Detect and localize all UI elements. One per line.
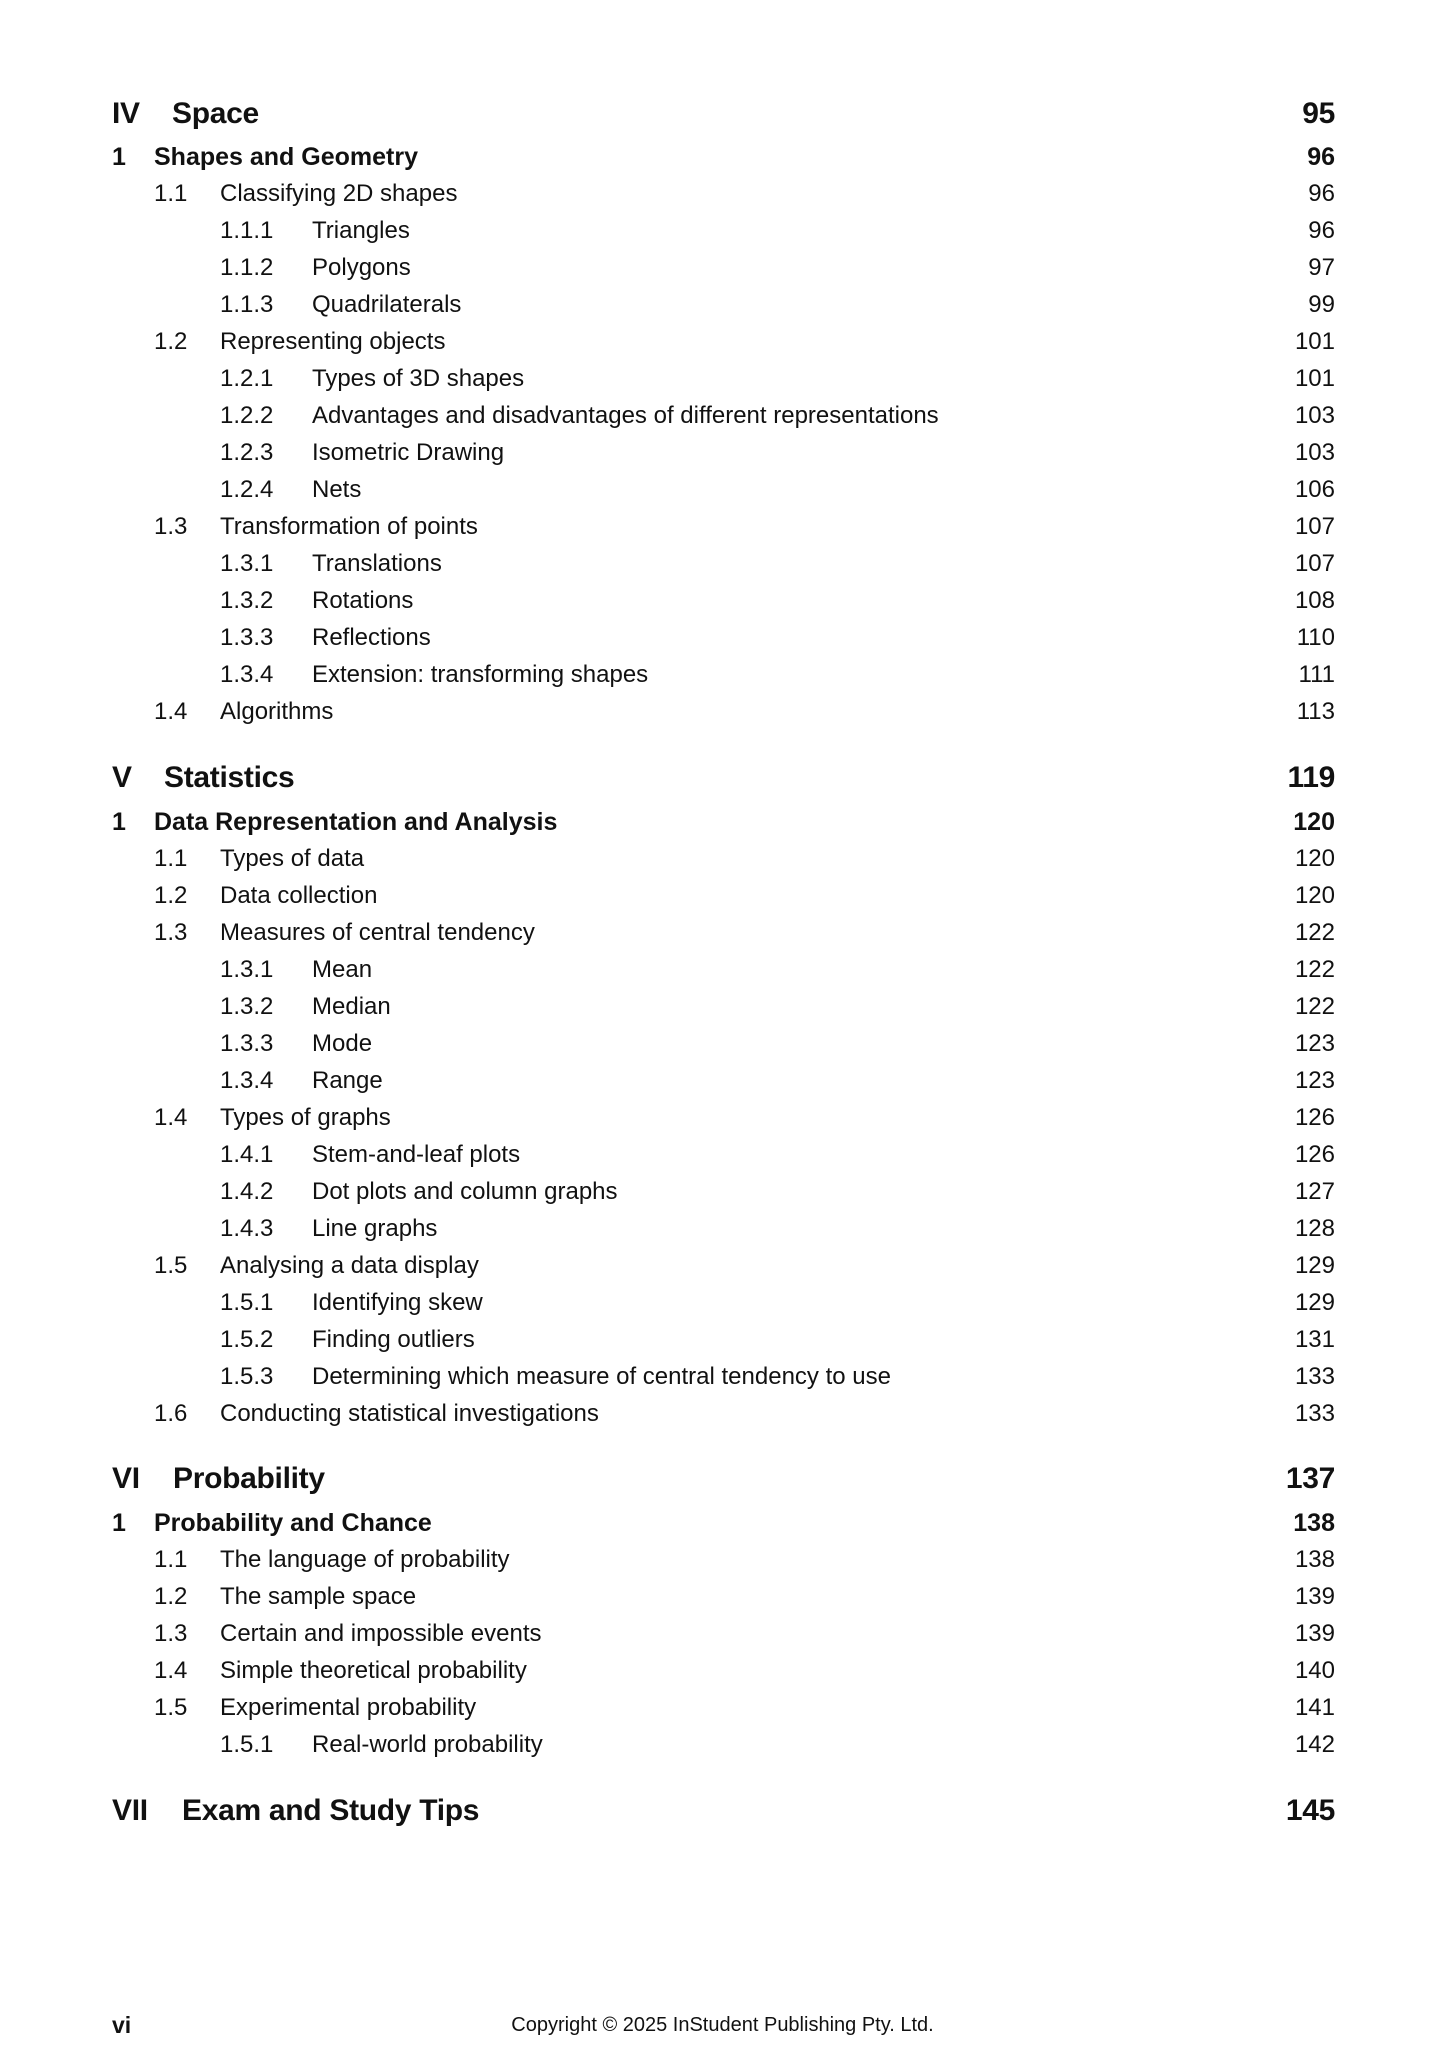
toc-entry-sec[interactable] [0, 878, 1445, 914]
toc-entry-number: 1.3.4 [220, 661, 274, 688]
toc-entry-chap[interactable] [0, 804, 1445, 840]
toc-entry-sec[interactable] [0, 915, 1445, 951]
toc-entry-title[interactable]: Range [312, 1067, 383, 1094]
toc-entry-title[interactable]: Mode [312, 1030, 373, 1057]
toc-entry-number: 1.1 [154, 845, 188, 872]
toc-entry-sub[interactable] [0, 952, 1445, 988]
toc-entry-page: 113 [1296, 698, 1335, 725]
toc-entry-title[interactable]: Translations [312, 550, 442, 577]
toc-entry-page: 137 [1285, 1462, 1335, 1495]
toc-entry-title[interactable]: Real-world probability [312, 1731, 543, 1758]
toc-entry-title[interactable]: Median [312, 993, 391, 1020]
toc-entry-number: IV [112, 97, 140, 130]
toc-entry-sec[interactable] [0, 694, 1445, 730]
toc-entry-page: 140 [1294, 1657, 1335, 1684]
toc-entry-page: 122 [1294, 919, 1335, 946]
toc-entry-page: 145 [1285, 1794, 1335, 1827]
toc-entry-sub[interactable] [0, 472, 1445, 508]
toc-entry-page: 103 [1294, 402, 1335, 429]
toc-entry-number: 1.1.1 [220, 217, 274, 244]
toc-entry-title[interactable]: Classifying 2D shapes [220, 180, 458, 207]
toc-entry-page: 107 [1294, 513, 1335, 540]
toc-entry-title[interactable]: Certain and impossible events [220, 1620, 542, 1647]
toc-entry-number: 1.3.3 [220, 1030, 274, 1057]
toc-entry-title[interactable]: Line graphs [312, 1215, 438, 1242]
toc-entry-number: 1.2.2 [220, 402, 274, 429]
toc-entry-number: VI [112, 1462, 140, 1495]
toc-entry-page: 120 [1294, 882, 1335, 909]
toc-entry-title[interactable]: Transformation of points [220, 513, 478, 540]
toc-entry-title[interactable]: Stem-and-leaf plots [312, 1141, 521, 1168]
toc-entry-page: 106 [1294, 476, 1335, 503]
toc-entry-number: V [112, 761, 132, 794]
toc-entry-number: 1.2 [154, 1583, 188, 1610]
toc-entry-number: 1.5.2 [220, 1326, 274, 1353]
toc-entry-sub[interactable] [0, 1727, 1445, 1763]
toc-entry-number: 1.4 [154, 698, 188, 725]
toc-entry-sub[interactable] [0, 620, 1445, 656]
toc-entry-page: 131 [1294, 1326, 1335, 1353]
toc-entry-number: 1.1.2 [220, 254, 274, 281]
toc-entry-title[interactable]: The sample space [220, 1583, 417, 1610]
toc-entry-sub[interactable] [0, 1285, 1445, 1321]
toc-entry-page: 128 [1294, 1215, 1335, 1242]
toc-entry-sub[interactable] [0, 657, 1445, 693]
toc-entry-page: 107 [1294, 550, 1335, 577]
toc-entry-number: 1.3.1 [220, 956, 274, 983]
toc-entry-title[interactable]: Data Representation and Analysis [154, 808, 558, 836]
toc-entry-page: 96 [1308, 180, 1335, 207]
toc-entry-page: 126 [1294, 1104, 1335, 1131]
toc-entry-sec[interactable] [0, 1542, 1445, 1578]
toc-entry-sec[interactable] [0, 324, 1445, 360]
toc-entry-title[interactable]: Triangles [312, 217, 410, 244]
toc-entry-number: VII [112, 1794, 148, 1827]
toc-entry-number: 1.4.3 [220, 1215, 274, 1242]
toc-entry-page: 122 [1294, 993, 1335, 1020]
toc-entry-sub[interactable] [0, 361, 1445, 397]
toc-entry-page: 123 [1294, 1030, 1335, 1057]
toc-entry-number: 1.6 [154, 1400, 188, 1427]
toc-entry-sub[interactable] [0, 213, 1445, 249]
toc-entry-title[interactable]: Algorithms [220, 698, 334, 725]
toc-entry-number: 1.5.1 [220, 1289, 274, 1316]
toc-entry-number: 1.2.1 [220, 365, 274, 392]
toc-entry-number: 1.2.3 [220, 439, 274, 466]
toc-entry-number: 1.4.1 [220, 1141, 274, 1168]
toc-entry-number: 1.2 [154, 328, 188, 355]
toc-entry-page: 142 [1294, 1731, 1335, 1758]
toc-entry-page: 96 [1307, 143, 1335, 171]
toc-entry-number: 1.3.2 [220, 993, 274, 1020]
toc-entry-number: 1.3.2 [220, 587, 274, 614]
toc-entry-sub[interactable] [0, 435, 1445, 471]
toc-entry-part[interactable] [0, 1457, 1445, 1501]
toc-entry-number: 1.4 [154, 1657, 188, 1684]
toc-entry-chap[interactable] [0, 1505, 1445, 1541]
toc-entry-sec[interactable] [0, 1579, 1445, 1615]
toc-entry-part[interactable] [0, 1789, 1445, 1833]
toc-entry-page: 119 [1287, 761, 1335, 794]
toc-entry-title[interactable]: Types of 3D shapes [312, 365, 525, 392]
toc-entry-title[interactable]: Conducting statistical investigations [220, 1400, 599, 1427]
page-number: vi [112, 2012, 132, 2038]
toc-entry-title[interactable]: Mean [312, 956, 373, 983]
toc-entry-title[interactable]: Quadrilaterals [312, 291, 462, 318]
toc-entry-title[interactable]: Extension: transforming shapes [312, 661, 649, 688]
toc-entry-number: 1.3.4 [220, 1067, 274, 1094]
toc-entry-page: 97 [1308, 254, 1335, 281]
toc-entry-page: 122 [1294, 956, 1335, 983]
toc-entry-number: 1.4 [154, 1104, 188, 1131]
toc-entry-title[interactable]: Reflections [312, 624, 431, 651]
toc-entry-page: 129 [1294, 1289, 1335, 1316]
toc-entry-title[interactable]: Experimental probability [220, 1694, 477, 1721]
toc-entry-title[interactable]: Exam and Study Tips [182, 1794, 480, 1827]
toc-entry-number: 1 [112, 143, 126, 171]
toc-entry-title[interactable]: Types of data [220, 845, 365, 872]
toc-entry-page: 127 [1294, 1178, 1335, 1205]
toc-entry-title[interactable]: Finding outliers [312, 1326, 475, 1353]
toc-entry-number: 1.5 [154, 1252, 188, 1279]
toc-entry-title[interactable]: Analysing a data display [220, 1252, 479, 1279]
toc-entry-title[interactable]: Data collection [220, 882, 378, 909]
toc-entry-number: 1 [112, 1509, 126, 1537]
copyright-notice: Copyright © 2025 InStudent Publishing Pty. Ltd. [511, 2014, 934, 2036]
toc-entry-sub[interactable] [0, 1322, 1445, 1358]
toc-entry-page: 101 [1294, 328, 1335, 355]
toc-entry-number: 1.1.3 [220, 291, 274, 318]
toc-entry-sub[interactable] [0, 1026, 1445, 1062]
toc-entry-sec[interactable] [0, 1396, 1445, 1432]
toc-entry-part[interactable] [0, 92, 1445, 136]
toc-entry-sub[interactable] [0, 250, 1445, 286]
toc-entry-title[interactable]: Identifying skew [312, 1289, 483, 1316]
toc-entry-title[interactable]: Advantages and disadvantages of different representations [312, 402, 939, 429]
toc-entry-page: 133 [1294, 1363, 1335, 1390]
toc-entry-number: 1.3.1 [220, 550, 274, 577]
toc-entry-sec[interactable] [0, 1616, 1445, 1652]
toc-entry-sec[interactable] [0, 509, 1445, 545]
toc-entry-page: 139 [1294, 1583, 1335, 1610]
toc-entry-number: 1.5.1 [220, 1731, 274, 1758]
toc-entry-sec[interactable] [0, 1100, 1445, 1136]
toc-entry-title[interactable]: Probability and Chance [154, 1509, 432, 1537]
toc-entry-page: 96 [1308, 217, 1335, 244]
toc-entry-page: 138 [1293, 1509, 1335, 1537]
toc-entry-number: 1.3 [154, 1620, 188, 1647]
toc-entry-title[interactable]: Probability [173, 1462, 325, 1495]
toc-entry-title[interactable]: Representing objects [220, 328, 446, 355]
toc-entry-page: 110 [1296, 624, 1335, 651]
toc-entry-sub[interactable] [0, 989, 1445, 1025]
toc-entry-sub[interactable] [0, 1174, 1445, 1210]
toc-entry-chap[interactable] [0, 139, 1445, 175]
toc-entry-page: 95 [1302, 97, 1335, 130]
toc-entry-number: 1.1 [154, 180, 188, 207]
toc-entry-page: 103 [1294, 439, 1335, 466]
toc-entry-number: 1.2.4 [220, 476, 274, 503]
toc-entry-number: 1.5.3 [220, 1363, 274, 1390]
toc-entry-page: 133 [1294, 1400, 1335, 1427]
toc-entry-page: 126 [1294, 1141, 1335, 1168]
toc-entry-title[interactable]: The language of probability [220, 1546, 510, 1573]
toc-entry-title[interactable]: Dot plots and column graphs [312, 1178, 618, 1205]
toc-entry-title[interactable]: Statistics [164, 761, 295, 794]
toc-entry-sec[interactable] [0, 1690, 1445, 1726]
toc-entry-sub[interactable] [0, 1137, 1445, 1173]
toc-entry-title[interactable]: Rotations [312, 587, 414, 614]
toc-entry-title[interactable]: Space [172, 97, 259, 130]
toc-entry-number: 1.2 [154, 882, 188, 909]
toc-entry-title[interactable]: Types of graphs [220, 1104, 391, 1131]
toc-entry-sec[interactable] [0, 1653, 1445, 1689]
toc-entry-sub[interactable] [0, 1359, 1445, 1395]
toc-entry-number: 1.3.3 [220, 624, 274, 651]
toc-entry-sub[interactable] [0, 1063, 1445, 1099]
toc-entry-title[interactable]: Simple theoretical probability [220, 1657, 527, 1684]
toc-entry-title[interactable]: Measures of central tendency [220, 919, 535, 946]
toc-entry-page: 120 [1293, 808, 1335, 836]
toc-entry-number: 1.3 [154, 513, 188, 540]
toc-entry-page: 120 [1294, 845, 1335, 872]
toc-entry-page: 111 [1298, 661, 1335, 688]
toc-entry-page: 138 [1294, 1546, 1335, 1573]
toc-entry-number: 1.5 [154, 1694, 188, 1721]
toc-entry-page: 123 [1294, 1067, 1335, 1094]
toc-entry-title[interactable]: Nets [312, 476, 362, 503]
page-footer [0, 2012, 1445, 2046]
toc-entry-number: 1 [112, 808, 126, 836]
toc-entry-sub[interactable] [0, 398, 1445, 434]
toc-entry-page: 139 [1294, 1620, 1335, 1647]
toc-entry-title[interactable]: Shapes and Geometry [154, 143, 418, 171]
toc-entry-page: 101 [1294, 365, 1335, 392]
toc-entry-sec[interactable] [0, 176, 1445, 212]
toc-entry-sub[interactable] [0, 546, 1445, 582]
toc-entry-part[interactable] [0, 756, 1445, 800]
toc-entry-number: 1.1 [154, 1546, 188, 1573]
toc-entry-title[interactable]: Isometric Drawing [312, 439, 505, 466]
toc-entry-page: 129 [1294, 1252, 1335, 1279]
toc-entry-title[interactable]: Polygons [312, 254, 411, 281]
toc-entry-sec[interactable] [0, 841, 1445, 877]
toc-entry-sec[interactable] [0, 1248, 1445, 1284]
toc-entry-title[interactable]: Determining which measure of central tendency to use [312, 1363, 891, 1390]
toc-entry-page: 141 [1294, 1694, 1335, 1721]
toc-entry-sub[interactable] [0, 583, 1445, 619]
toc-entry-number: 1.4.2 [220, 1178, 274, 1205]
toc-entry-sub[interactable] [0, 1211, 1445, 1247]
toc-entry-page: 108 [1294, 587, 1335, 614]
toc-entry-sub[interactable] [0, 287, 1445, 323]
toc-entry-number: 1.3 [154, 919, 188, 946]
toc-entry-page: 99 [1308, 291, 1335, 318]
